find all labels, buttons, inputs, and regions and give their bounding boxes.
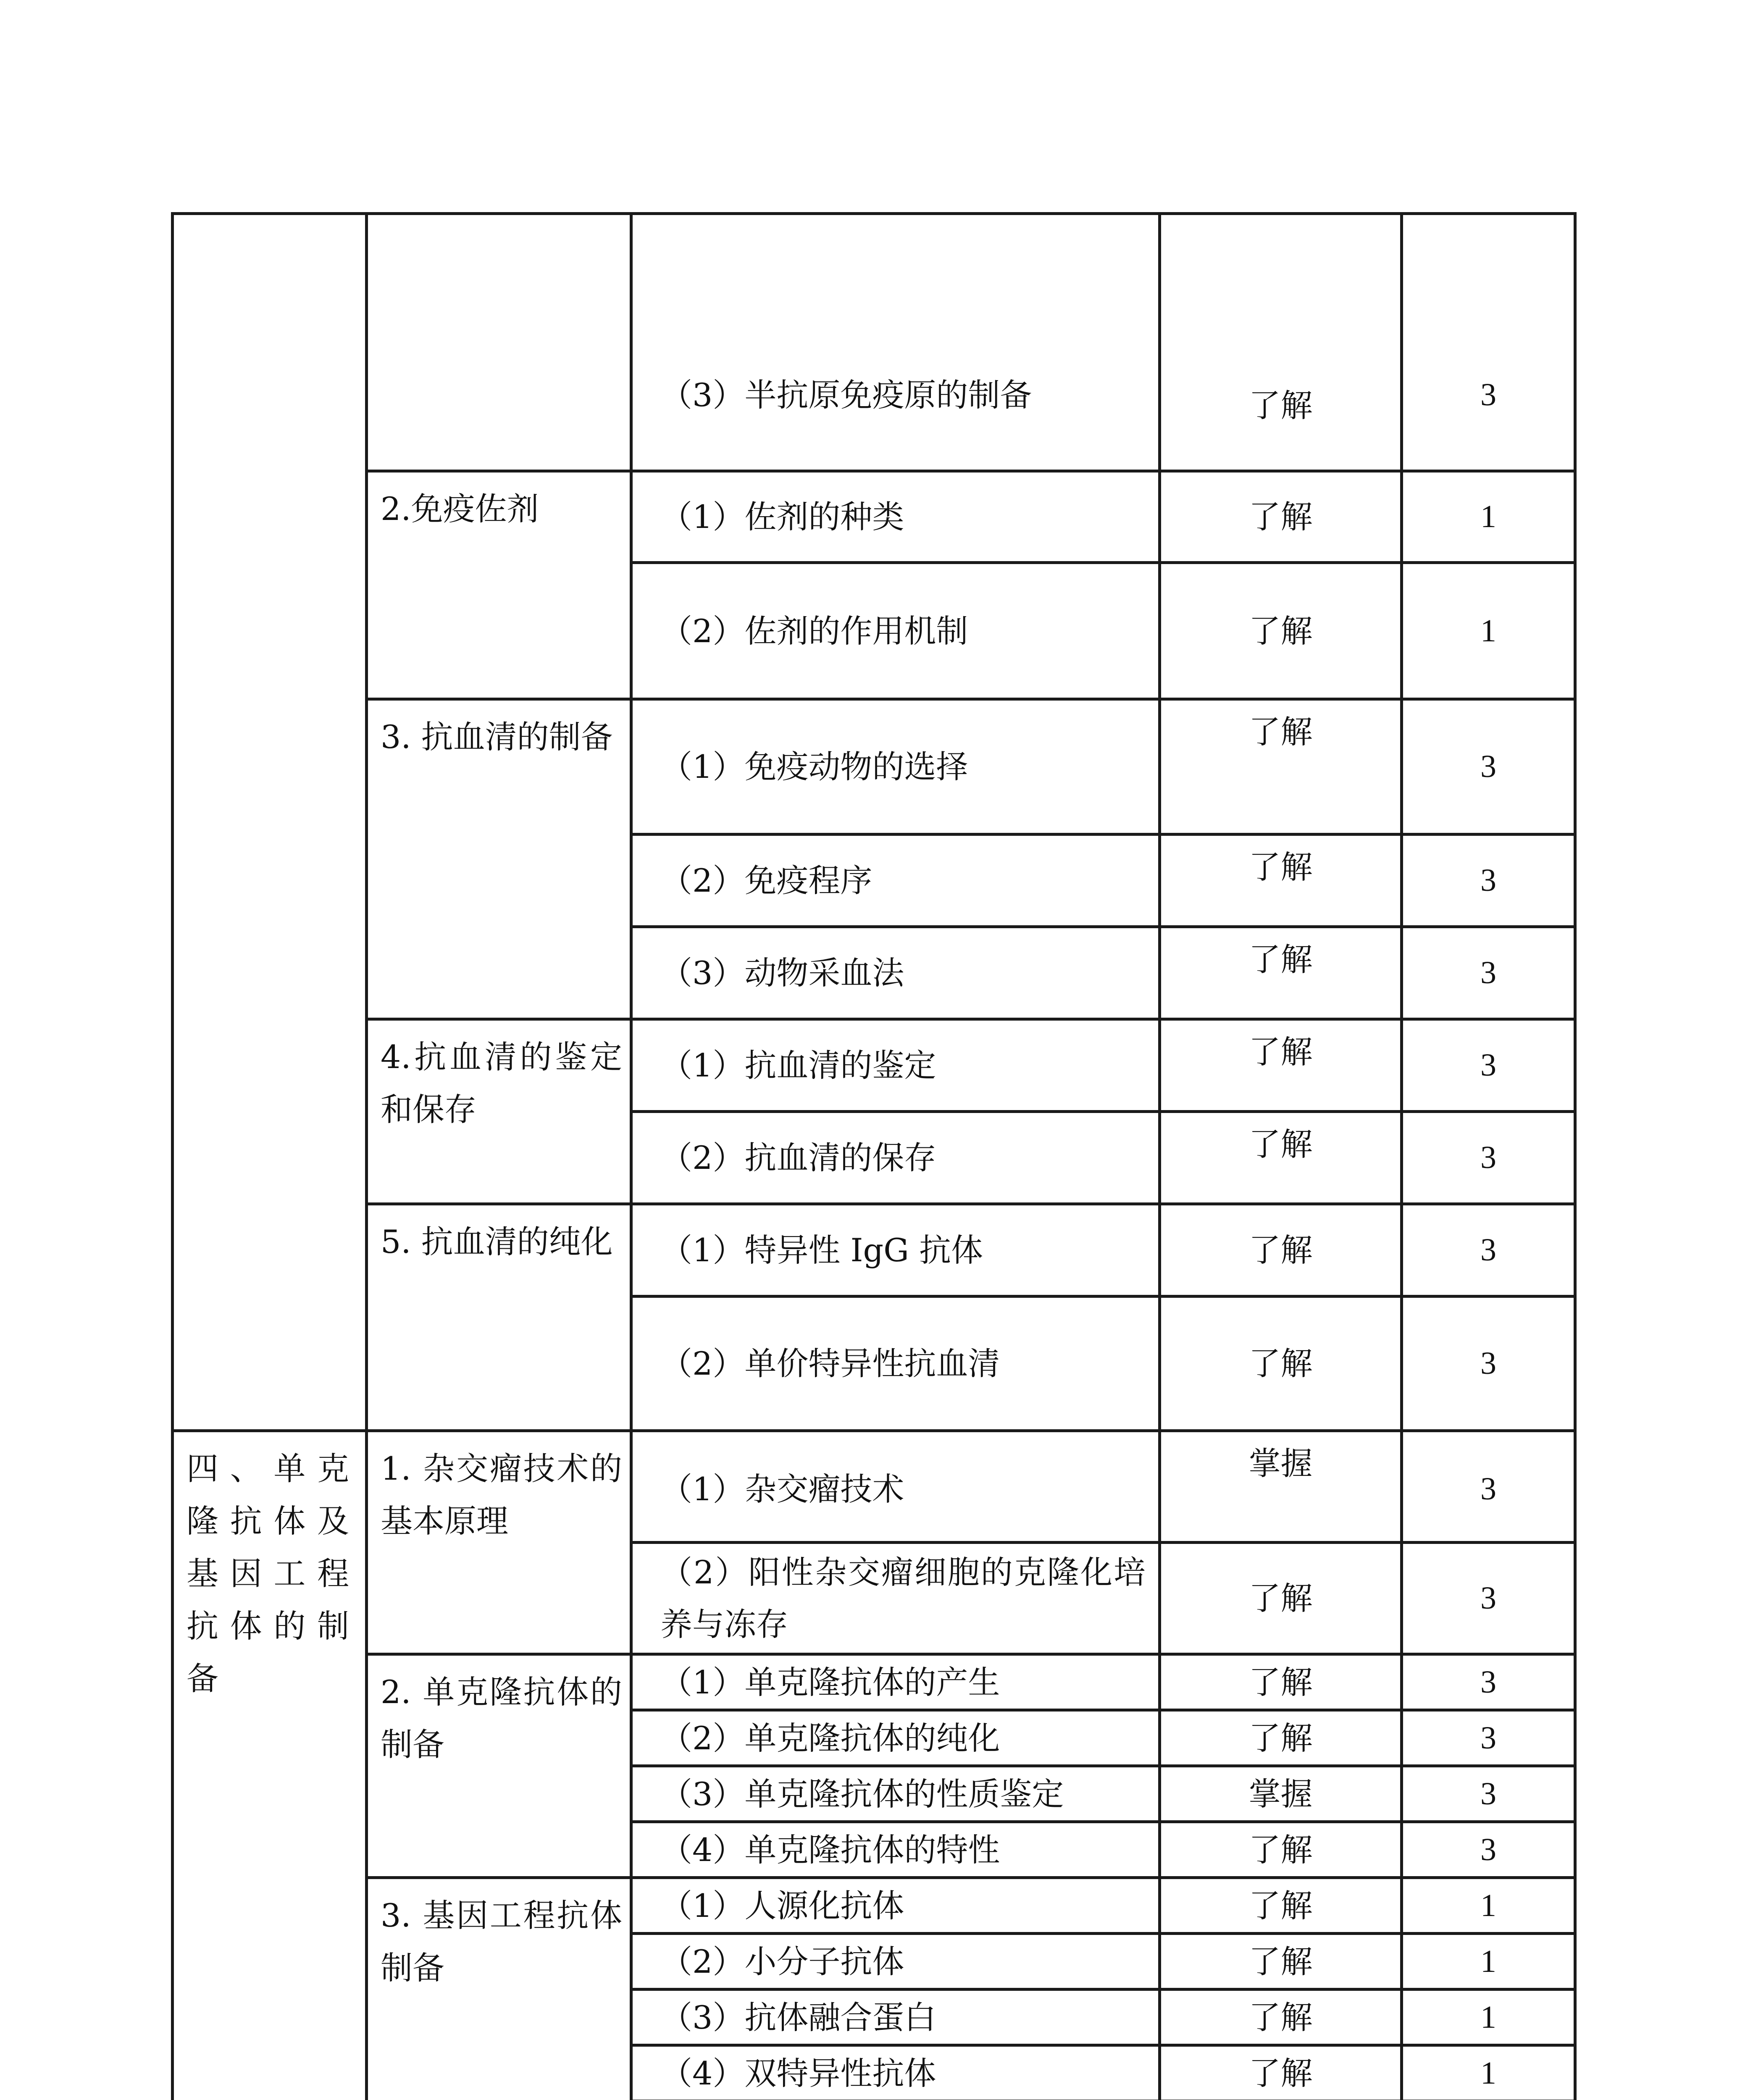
level-cell: 了解 xyxy=(1160,1019,1402,1112)
level-cell: 了解 xyxy=(1160,1878,1402,1934)
item-cell: （3）半抗原免疫原的制备 xyxy=(631,214,1160,471)
item-cell: （2）抗血清的保存 xyxy=(631,1112,1160,1204)
hours-cell: 3 xyxy=(1402,1766,1575,1822)
level-cell: 掌握 xyxy=(1160,1766,1402,1822)
section-cell: 2. 单克隆抗体的制备 xyxy=(367,1654,631,1878)
hours-cell: 3 xyxy=(1402,1822,1575,1878)
hours-cell: 3 xyxy=(1402,1297,1575,1431)
level-cell: 掌握 xyxy=(1160,1431,1402,1543)
level-cell: 了解 xyxy=(1160,1204,1402,1297)
hours-cell: 3 xyxy=(1402,1019,1575,1112)
item-cell: （4）单克隆抗体的特性 xyxy=(631,1822,1160,1878)
section-cell-empty xyxy=(367,214,631,471)
item-cell: （1）人源化抗体 xyxy=(631,1878,1160,1934)
level-cell: 了解 xyxy=(1160,699,1402,835)
item-cell: （2）免疫程序 xyxy=(631,835,1160,927)
hours-cell: 1 xyxy=(1402,1934,1575,1990)
hours-cell: 3 xyxy=(1402,699,1575,835)
level-cell: 了解 xyxy=(1160,214,1402,471)
item-cell: （3）抗体融合蛋白 xyxy=(631,1990,1160,2045)
item-cell: （2）单克隆抗体的纯化 xyxy=(631,1710,1160,1766)
hours-cell: 3 xyxy=(1402,835,1575,927)
category-cell-empty xyxy=(173,214,367,1431)
section-cell: 4.抗血清的鉴定和保存 xyxy=(367,1019,631,1204)
hours-cell: 1 xyxy=(1402,563,1575,699)
item-cell: （1）免疫动物的选择 xyxy=(631,699,1160,835)
item-cell: （1）单克隆抗体的产生 xyxy=(631,1654,1160,1710)
item-cell: （1）特异性 IgG 抗体 xyxy=(631,1204,1160,1297)
hours-cell: 3 xyxy=(1402,1654,1575,1710)
level-cell: 了解 xyxy=(1160,1710,1402,1766)
hours-cell: 1 xyxy=(1402,1878,1575,1934)
section-cell: 5. 抗血清的纯化 xyxy=(367,1204,631,1431)
level-cell: 了解 xyxy=(1160,1654,1402,1710)
hours-cell: 3 xyxy=(1402,1710,1575,1766)
level-cell: 了解 xyxy=(1160,1990,1402,2045)
level-cell: 了解 xyxy=(1160,1934,1402,1990)
item-cell: （2）阳性杂交瘤细胞的克隆化培养与冻存 xyxy=(631,1543,1160,1654)
hours-cell: 3 xyxy=(1402,927,1575,1019)
syllabus-table xyxy=(171,212,1577,2100)
item-cell: （1）杂交瘤技术 xyxy=(631,1431,1160,1543)
item-cell: （3）动物采血法 xyxy=(631,927,1160,1019)
item-cell: （2）小分子抗体 xyxy=(631,1934,1160,1990)
level-cell: 了解 xyxy=(1160,1112,1402,1204)
level-cell: 了解 xyxy=(1160,1543,1402,1654)
hours-cell: 1 xyxy=(1402,2045,1575,2100)
section-cell: 2.免疫佐剂 xyxy=(367,471,631,699)
level-cell: 了解 xyxy=(1160,1822,1402,1878)
item-cell: （2）单价特异性抗血清 xyxy=(631,1297,1160,1431)
level-cell: 了解 xyxy=(1160,471,1402,563)
hours-cell: 3 xyxy=(1402,1204,1575,1297)
hours-cell: 3 xyxy=(1402,1112,1575,1204)
level-cell: 了解 xyxy=(1160,1297,1402,1431)
level-cell: 了解 xyxy=(1160,2045,1402,2100)
hours-cell: 3 xyxy=(1402,214,1575,471)
level-cell: 了解 xyxy=(1160,927,1402,1019)
item-cell: （2）佐剂的作用机制 xyxy=(631,563,1160,699)
section-cell: 1. 杂交瘤技术的基本原理 xyxy=(367,1431,631,1654)
hours-cell: 3 xyxy=(1402,1543,1575,1654)
item-cell: （1）抗血清的鉴定 xyxy=(631,1019,1160,1112)
section-cell: 3. 抗血清的制备 xyxy=(367,699,631,1019)
item-cell: （1）佐剂的种类 xyxy=(631,471,1160,563)
hours-cell: 3 xyxy=(1402,1431,1575,1543)
section-cell: 3. 基因工程抗体制备 xyxy=(367,1878,631,2100)
item-cell: （3）单克隆抗体的性质鉴定 xyxy=(631,1766,1160,1822)
category-cell: 四、单克隆抗体及基因工程抗体的制备 xyxy=(173,1431,367,2100)
hours-cell: 1 xyxy=(1402,471,1575,563)
level-cell: 了解 xyxy=(1160,563,1402,699)
hours-cell: 1 xyxy=(1402,1990,1575,2045)
level-cell: 了解 xyxy=(1160,835,1402,927)
item-cell: （4）双特异性抗体 xyxy=(631,2045,1160,2100)
